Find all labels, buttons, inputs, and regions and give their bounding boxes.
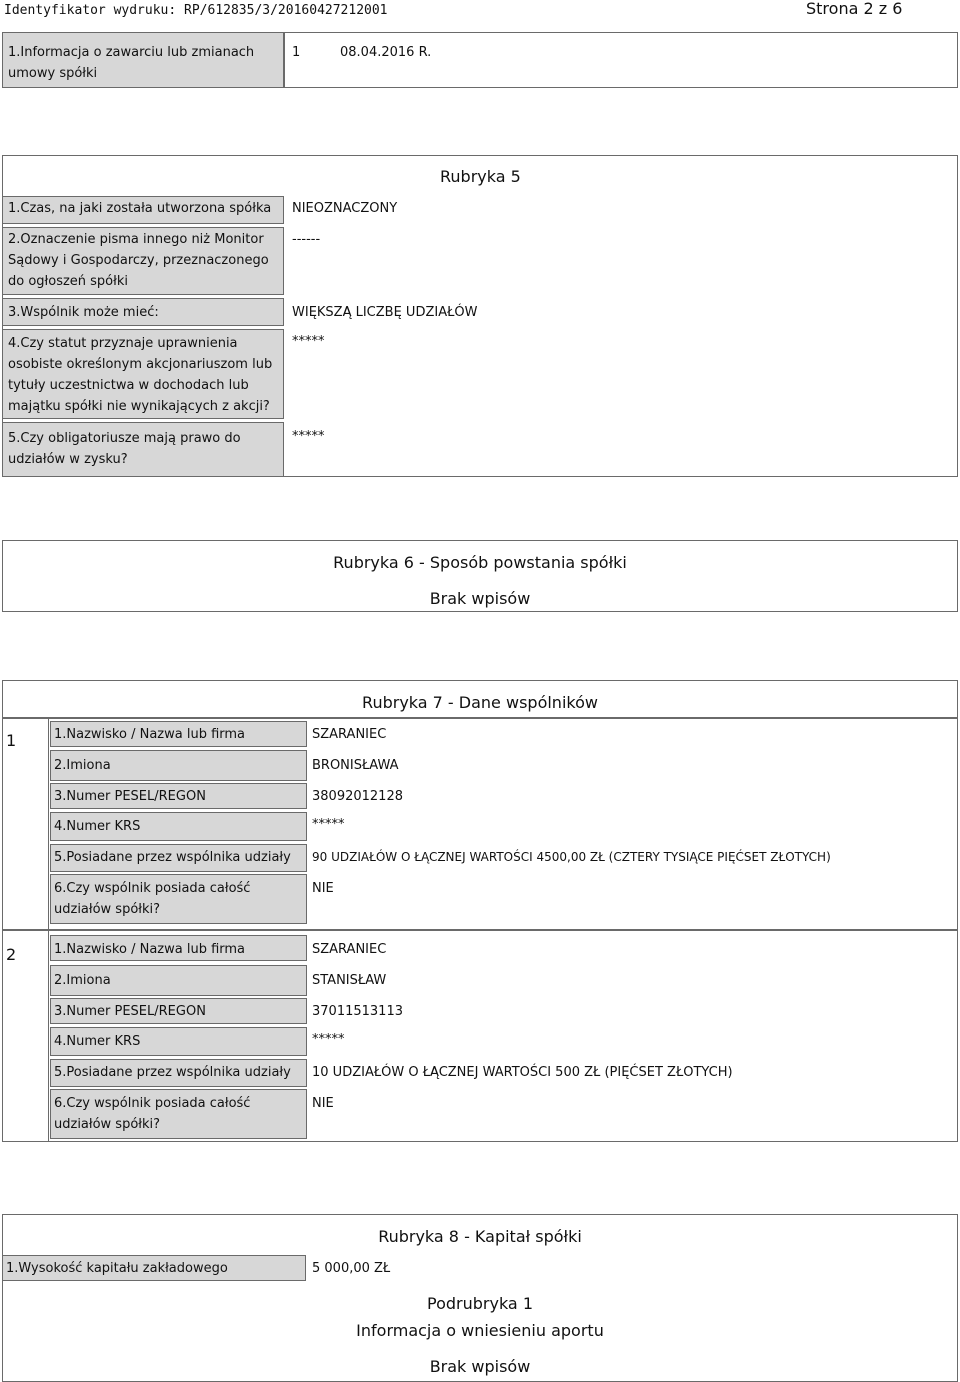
- r5-value-2: ------: [292, 232, 321, 247]
- p1-label-pesel: 3.Numer PESEL/REGON: [54, 789, 206, 804]
- rubryka-6-empty: Brak wpisów: [429, 589, 531, 608]
- p2-label-krs: 4.Numer KRS: [54, 1034, 141, 1049]
- r5-label-2: 2.Oznaczenie pisma innego niż Monitor Sądowy i Gospodarczy, przeznaczonego do ogłoszeń spółki: [8, 232, 269, 289]
- r5-label-5: 5.Czy obligatoriusze mają prawo do udziałów w zysku?: [8, 431, 241, 467]
- p1-label-shares: 5.Posiadane przez wspólnika udziały: [54, 850, 291, 865]
- page-number: Strona 2 z 6: [806, 0, 903, 18]
- r5-value-3: WIĘKSZĄ LICZBĘ UDZIAŁÓW: [292, 305, 478, 320]
- rubryka-5-title: Rubryka 5: [440, 167, 521, 186]
- capital-value: 5 000,00 ZŁ: [312, 1261, 391, 1276]
- p2-label-first-names: 2.Imiona: [54, 973, 111, 988]
- r5-label-1: 1.Czas, na jaki została utworzona spółka: [8, 201, 272, 216]
- p2-value-pesel: 37011513113: [312, 1004, 403, 1019]
- p1-value-pesel: 38092012128: [312, 789, 403, 804]
- p1-label-krs: 4.Numer KRS: [54, 819, 141, 834]
- p2-label-pesel: 3.Numer PESEL/REGON: [54, 1004, 206, 1019]
- subsection-subtitle: Informacja o wniesieniu aportu: [356, 1321, 604, 1340]
- p1-label-name: 1.Nazwisko / Nazwa lub firma: [54, 727, 246, 742]
- p2-value-shares: 10 UDZIAŁÓW O ŁĄCZNEJ WARTOŚCI 500 ZŁ (PIĘĆSET ZŁOTYCH): [312, 1065, 733, 1080]
- p2-value-name: SZARANIEC: [312, 942, 387, 957]
- p2-label-shares: 5.Posiadane przez wspólnika udziały: [54, 1065, 291, 1080]
- r5-label-3: 3.Wspólnik może mieć:: [8, 305, 159, 320]
- r5-value-4: *****: [292, 334, 325, 349]
- subsection-title: Podrubryka 1: [427, 1294, 533, 1313]
- p1-value-shares: 90 UDZIAŁÓW O ŁĄCZNEJ WARTOŚCI 4500,00 ZŁ (CZTERY TYSIĄCE PIĘĆSET ZŁOTYCH): [312, 850, 831, 864]
- p1-value-all-shares: NIE: [312, 881, 334, 896]
- p2-label-all-shares: 6.Czy wspólnik posiada całość udziałów spółki?: [54, 1096, 251, 1132]
- rubryka-7-title: Rubryka 7 - Dane wspólników: [362, 693, 598, 712]
- p2-label-name: 1.Nazwisko / Nazwa lub firma: [54, 942, 246, 957]
- contract-info-label: 1.Informacja o zawarciu lub zmianach umowy spółki: [8, 45, 255, 81]
- p1-label-all-shares: 6.Czy wspólnik posiada całość udziałów spółki?: [54, 881, 251, 917]
- p1-value-krs: *****: [312, 817, 345, 832]
- p2-value-first-names: STANISŁAW: [312, 973, 387, 988]
- p2-value-all-shares: NIE: [312, 1096, 334, 1111]
- r5-label-4: 4.Czy statut przyznaje uprawnienia osobiste określonym akcjonariuszom lub tytuły uczestnictwa w dochodach lub majątku spółki nie wynikających z akcji?: [8, 336, 273, 414]
- p1-value-name: SZARANIEC: [312, 727, 387, 742]
- p1-value-first-names: BRONISŁAWA: [312, 758, 399, 773]
- p1-label-first-names: 2.Imiona: [54, 758, 111, 773]
- capital-label: 1.Wysokość kapitału zakładowego: [6, 1261, 228, 1276]
- contract-date: 08.04.2016 R.: [340, 45, 432, 60]
- partner-2-number: 2: [6, 945, 17, 964]
- rubryka-8-title: Rubryka 8 - Kapitał spółki: [378, 1227, 582, 1246]
- print-identifier: Identyfikator wydruku: RP/612835/3/20160427212001: [4, 3, 388, 18]
- r5-value-1: NIEOZNACZONY: [292, 201, 398, 216]
- r5-value-5: *****: [292, 429, 325, 444]
- rubryka-6-title: Rubryka 6 - Sposób powstania spółki: [333, 553, 627, 572]
- entry-number: 1: [292, 45, 301, 60]
- subsection-empty: Brak wpisów: [429, 1357, 531, 1376]
- number-column-divider: [48, 718, 49, 1142]
- p2-value-krs: *****: [312, 1032, 345, 1047]
- partner-1-number: 1: [6, 731, 17, 750]
